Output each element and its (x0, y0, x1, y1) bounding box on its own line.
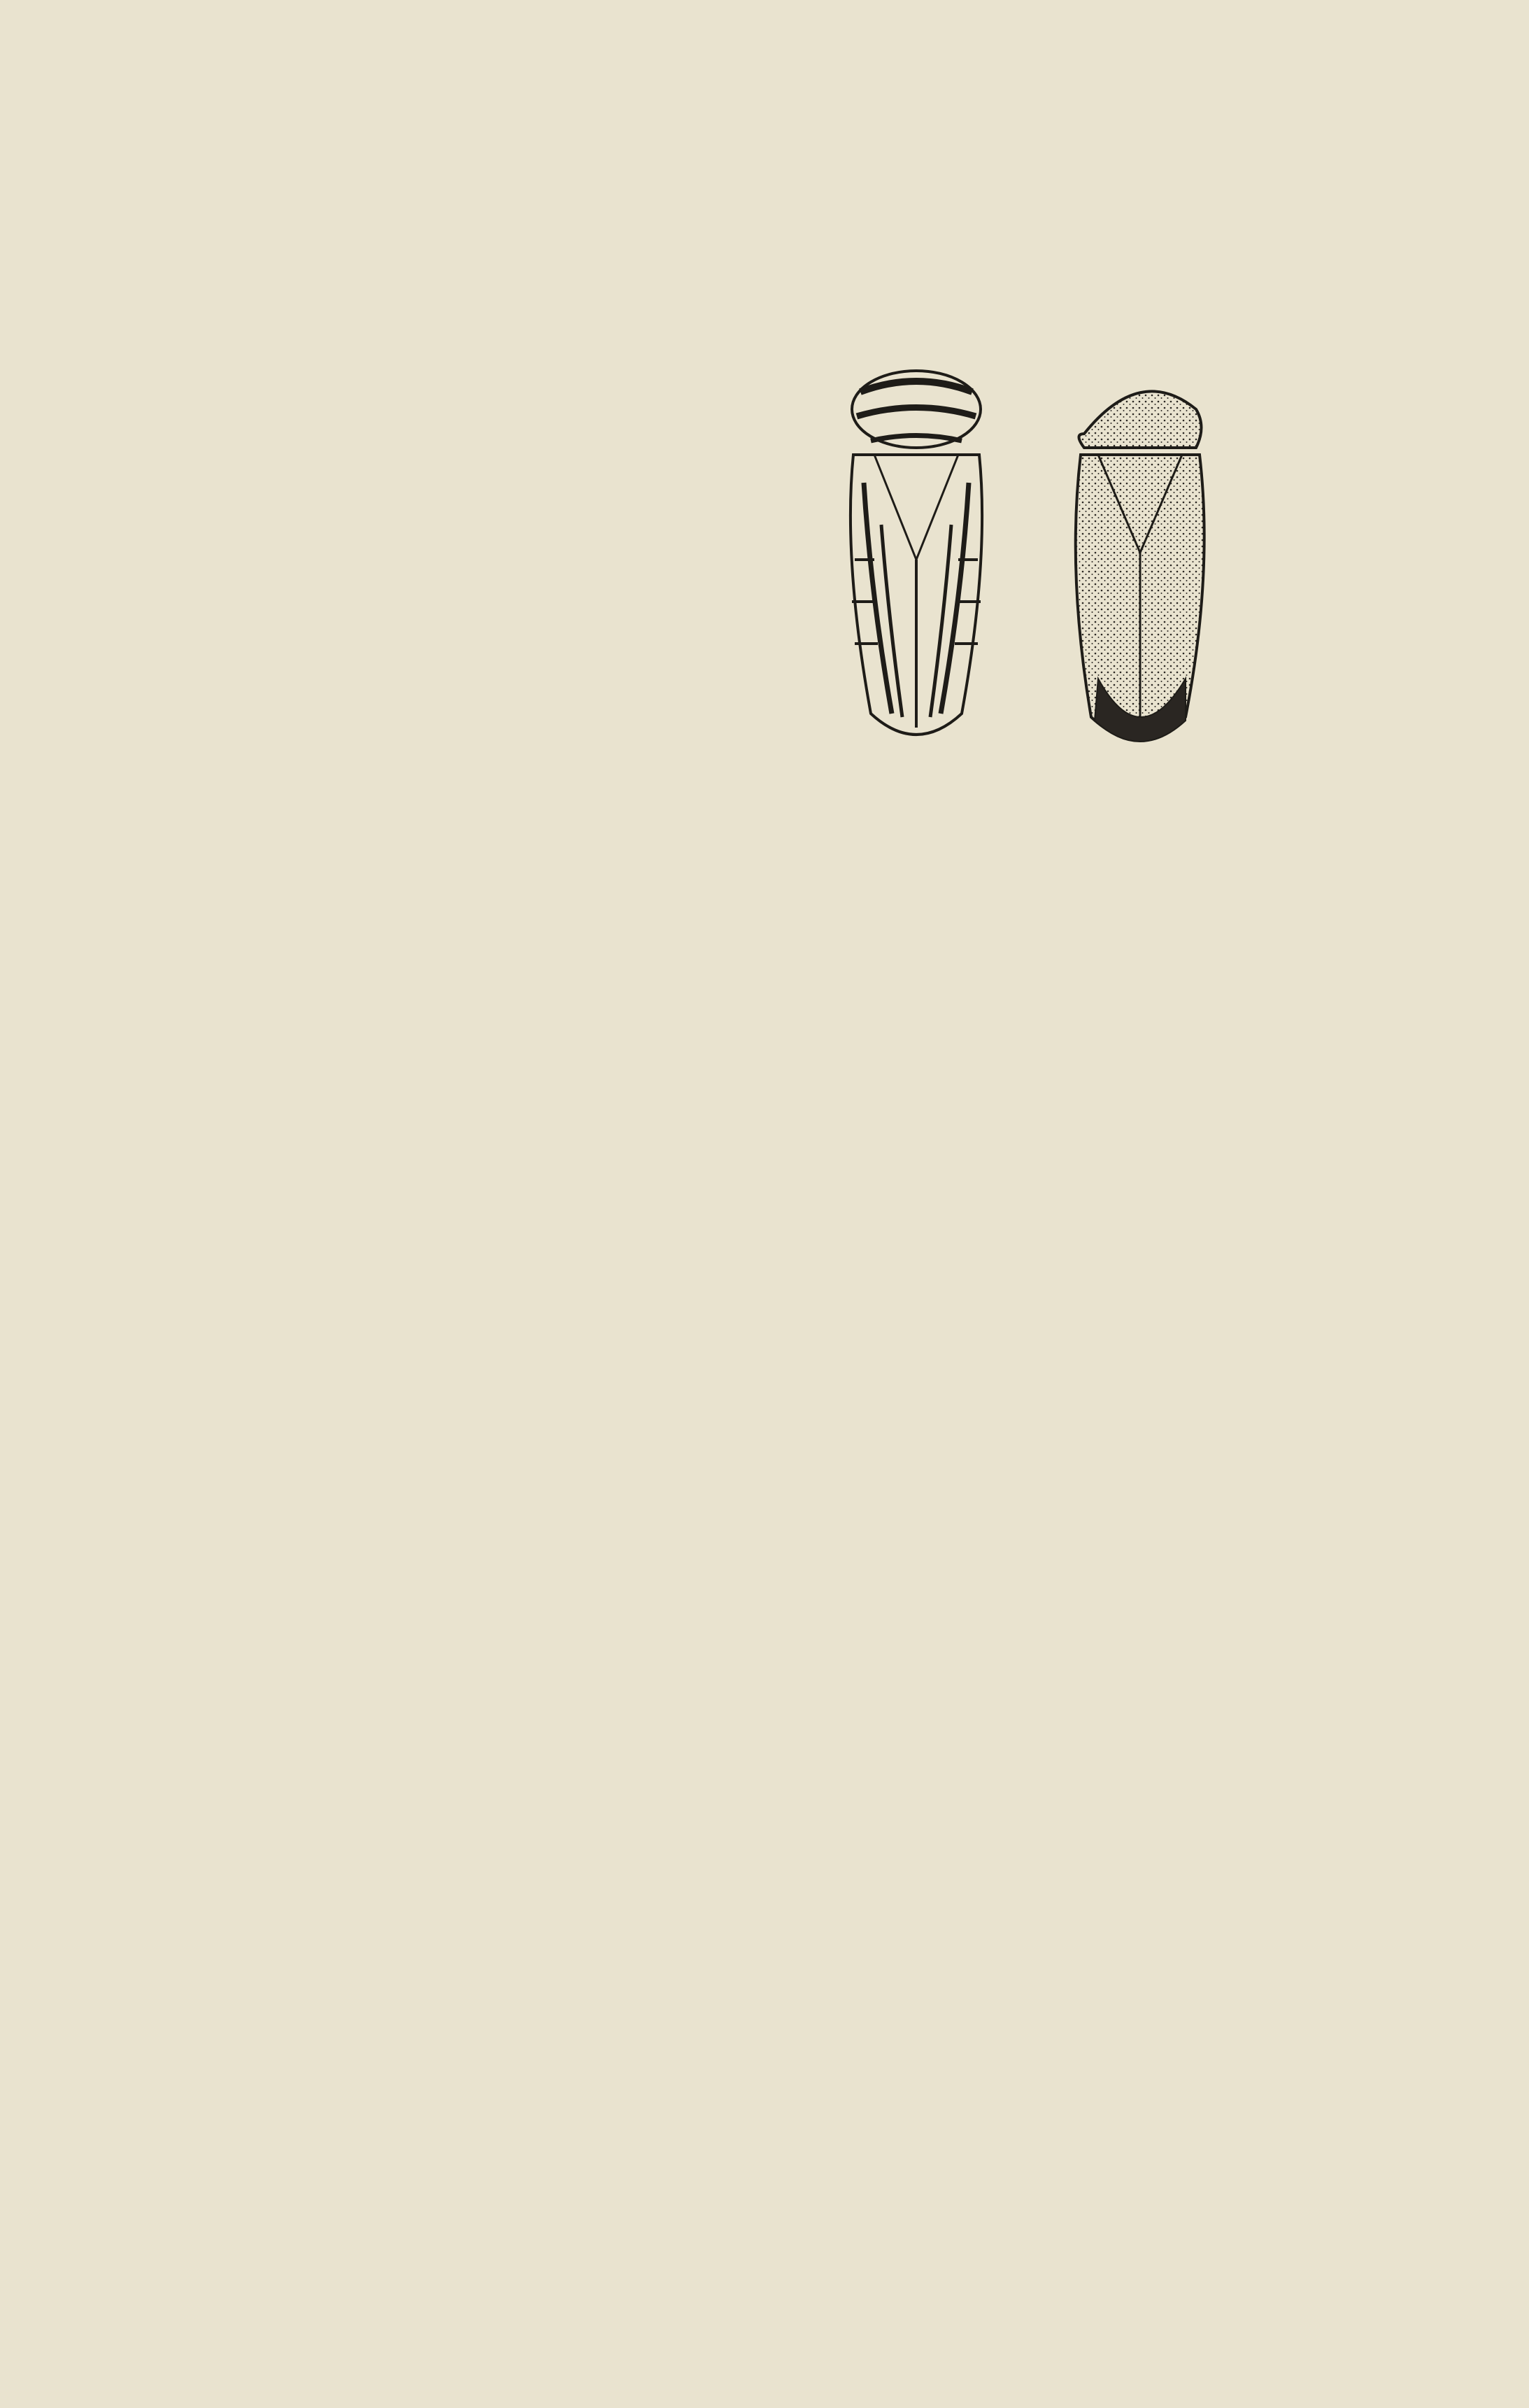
figure-53 (804, 350, 1259, 840)
figure-53-illustration (804, 350, 1259, 840)
female-leafhopper-drawing (1076, 391, 1204, 742)
male-leafhopper-drawing (851, 371, 982, 735)
